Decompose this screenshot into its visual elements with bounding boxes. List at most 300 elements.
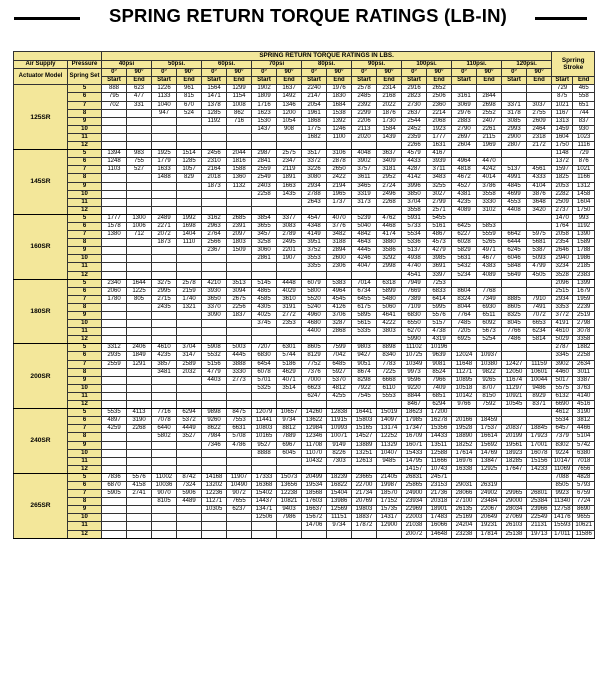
torque-value-cell: 2724	[377, 182, 402, 190]
torque-value-cell: 9220	[402, 384, 427, 392]
torque-value-cell: 2268	[127, 425, 152, 433]
torque-value-cell: 4113	[127, 409, 152, 417]
table-row	[14, 295, 595, 303]
title-rule-right	[535, 17, 587, 20]
torque-value-cell: 1471	[202, 93, 227, 101]
torque-value-cell: 1730	[377, 117, 402, 125]
torque-value-cell: 9260	[202, 417, 227, 425]
header	[0, 0, 600, 38]
torque-value-cell: 12024	[452, 352, 477, 360]
torque-value-cell: 3083	[277, 222, 302, 230]
stroke-value-cell: 1458	[573, 190, 595, 198]
table-row	[14, 417, 595, 425]
torque-value-cell	[102, 441, 127, 449]
torque-value-cell	[527, 352, 552, 360]
torque-value-cell: 8604	[452, 287, 477, 295]
torque-value-cell	[227, 125, 252, 133]
torque-value-cell: 1225	[127, 287, 152, 295]
spring-set-cell: 9	[68, 506, 102, 514]
torque-value-cell: 23934	[402, 498, 427, 506]
torque-value-cell: 8898	[377, 344, 402, 352]
spring-set-cell: 7	[68, 101, 102, 109]
torque-value-cell: 1404	[177, 231, 202, 239]
torque-value-cell: 10601	[527, 368, 552, 376]
torque-value-cell: 10196	[427, 344, 452, 352]
torque-value-cell: 8844	[402, 392, 427, 400]
torque-value-cell: 13251	[352, 449, 377, 457]
degree-0-label: 0°	[452, 69, 477, 77]
torque-value-cell: 9149	[327, 441, 352, 449]
actuator-model-cell: 200SR	[14, 344, 68, 409]
spring-set-cell: 6	[68, 417, 102, 425]
end-label: End	[127, 77, 152, 85]
torque-value-cell: 1682	[302, 133, 327, 141]
pressure-label: 90psi.	[352, 61, 402, 69]
spring-stroke-header: Sprring Stroke	[552, 52, 595, 77]
torque-value-cell	[202, 328, 227, 336]
torque-value-cell: 7349	[477, 295, 502, 303]
torque-value-cell: 1132	[227, 182, 252, 190]
stroke-value-cell: 1750	[573, 206, 595, 214]
torque-value-cell: 15735	[377, 506, 402, 514]
torque-value-cell	[177, 392, 202, 400]
torque-value-cell: 4799	[527, 263, 552, 271]
torque-value-cell	[227, 255, 252, 263]
torque-value-cell: 1538	[327, 109, 352, 117]
table-row	[14, 303, 595, 311]
torque-value-cell	[377, 271, 402, 279]
stroke-value-cell: 1470	[552, 214, 573, 222]
torque-value-cell	[177, 514, 202, 522]
torque-value-cell: 13471	[252, 506, 277, 514]
torque-value-cell: 3090	[202, 312, 227, 320]
spring-set-header: Spring Set	[68, 69, 102, 85]
torque-value-cell	[377, 336, 402, 344]
torque-value-cell: 2552	[477, 109, 502, 117]
torque-value-cell: 18252	[452, 441, 477, 449]
end-label: End	[277, 77, 302, 85]
torque-value-cell	[277, 392, 302, 400]
torque-value-cell: 7764	[452, 312, 477, 320]
torque-value-cell: 7553	[227, 417, 252, 425]
torque-value-cell: 6734	[352, 287, 377, 295]
torque-value-cell: 961	[177, 85, 202, 93]
torque-value-cell: 5532	[202, 352, 227, 360]
torque-value-cell: 13656	[277, 481, 302, 489]
torque-value-cell	[252, 457, 277, 465]
torque-value-cell	[527, 158, 552, 166]
torque-value-cell	[102, 376, 127, 384]
torque-value-cell: 9596	[402, 376, 427, 384]
spring-set-cell: 9	[68, 441, 102, 449]
torque-value-cell: 11441	[252, 417, 277, 425]
torque-value-cell: 6294	[177, 409, 202, 417]
torque-value-cell: 1961	[302, 109, 327, 117]
torque-value-cell: 3985	[427, 255, 452, 263]
torque-value-cell: 25384	[527, 498, 552, 506]
torque-value-cell: 6414	[427, 295, 452, 303]
torque-value-cell: 5975	[527, 231, 552, 239]
stroke-value-cell: 1604	[573, 198, 595, 206]
torque-value-cell: 5673	[477, 328, 502, 336]
torque-value-cell: 2868	[327, 328, 352, 336]
torque-value-cell: 2261	[477, 125, 502, 133]
torque-value-cell: 16976	[452, 457, 477, 465]
torque-value-cell: 2506	[427, 93, 452, 101]
torque-value-cell: 18837	[352, 514, 377, 522]
torque-value-cell	[352, 530, 377, 538]
torque-value-cell: 3312	[102, 344, 127, 352]
torque-value-cell: 4400	[302, 328, 327, 336]
torque-value-cell: 14157	[402, 465, 427, 473]
torque-value-cell: 4433	[402, 158, 427, 166]
stroke-value-cell: 9655	[573, 514, 595, 522]
spring-set-cell: 12	[68, 271, 102, 279]
table-row	[14, 352, 595, 360]
torque-value-cell: 2496	[377, 190, 402, 198]
torque-value-cell	[277, 206, 302, 214]
table-row	[14, 150, 595, 158]
torque-value-cell: 2772	[277, 312, 302, 320]
stroke-value-cell: 1597	[552, 166, 573, 174]
torque-value-cell: 1588	[227, 166, 252, 174]
table-row	[14, 206, 595, 214]
torque-value-cell	[127, 303, 152, 311]
torque-value-cell: 1969	[477, 142, 502, 150]
torque-value-cell	[177, 263, 202, 271]
torque-value-cell	[152, 142, 177, 150]
torque-value-cell	[127, 530, 152, 538]
torque-value-cell: 4142	[402, 174, 427, 182]
torque-value-cell: 9486	[527, 384, 552, 392]
torque-value-cell: 9070	[152, 490, 177, 498]
torque-value-cell: 8605	[502, 303, 527, 311]
torque-value-cell: 8888	[252, 449, 277, 457]
torque-value-cell: 24571	[427, 473, 452, 481]
spring-set-cell: 10	[68, 125, 102, 133]
torque-value-cell: 6485	[327, 360, 352, 368]
torque-value-cell: 11648	[452, 360, 477, 368]
table-row	[14, 166, 595, 174]
torque-value-cell: 15165	[352, 425, 377, 433]
actuator-model-header: Actuator Model	[14, 69, 68, 85]
torque-value-cell: 12346	[302, 433, 327, 441]
torque-value-cell	[377, 206, 402, 214]
torque-value-cell	[127, 239, 152, 247]
torque-value-cell: 5370	[327, 376, 352, 384]
torque-value-cell	[177, 198, 202, 206]
torque-value-cell: 2823	[402, 93, 427, 101]
torque-value-cell	[502, 417, 527, 425]
stroke-value-cell: 6380	[573, 449, 595, 457]
torque-value-cell: 3027	[427, 190, 452, 198]
torque-value-cell: 4333	[527, 174, 552, 182]
stroke-value-cell: 12758	[552, 506, 573, 514]
table-row	[14, 473, 595, 481]
spring-set-cell: 10	[68, 190, 102, 198]
torque-value-cell	[452, 85, 477, 93]
torque-value-cell: 4677	[477, 255, 502, 263]
torque-value-cell: 3611	[352, 174, 377, 182]
stroke-value-cell: 993	[573, 214, 595, 222]
torque-value-cell	[302, 336, 327, 344]
torque-value-cell: 4470	[477, 158, 502, 166]
torque-value-cell	[127, 174, 152, 182]
torque-value-cell	[302, 206, 327, 214]
torque-value-cell: 5814	[527, 336, 552, 344]
torque-value-cell: 15073	[277, 473, 302, 481]
torque-value-cell: 8044	[452, 303, 477, 311]
torque-value-cell	[252, 465, 277, 473]
torque-value-cell	[502, 214, 527, 222]
torque-value-cell	[477, 214, 502, 222]
spring-set-cell: 10	[68, 384, 102, 392]
torque-value-cell	[202, 449, 227, 457]
torque-value-cell: 2995	[152, 287, 177, 295]
torque-value-cell: 3691	[427, 263, 452, 271]
torque-value-cell: 20499	[302, 473, 327, 481]
degree-0-label: 0°	[302, 69, 327, 77]
table-row	[14, 506, 595, 514]
stroke-value-cell: 4140	[573, 392, 595, 400]
spring-set-cell: 12	[68, 401, 102, 409]
spring-set-cell: 11	[68, 263, 102, 271]
torque-value-cell	[377, 530, 402, 538]
torque-value-cell: 16078	[527, 449, 552, 457]
torque-value-cell	[102, 401, 127, 409]
stroke-value-cell: 2634	[573, 360, 595, 368]
degree-90-label: 90°	[477, 69, 502, 77]
torque-value-cell: 4762	[377, 214, 402, 222]
torque-value-cell: 9485	[377, 457, 402, 465]
torque-value-cell: 3514	[277, 384, 302, 392]
stroke-value-cell: 11586	[573, 530, 595, 538]
torque-value-cell: 11329	[377, 441, 402, 449]
table-row	[14, 392, 595, 400]
torque-value-cell: 5906	[177, 490, 202, 498]
torque-value-cell: 4541	[402, 271, 427, 279]
torque-value-cell	[127, 449, 152, 457]
torque-value-cell: 9803	[352, 344, 377, 352]
stroke-value-cell: 8505	[552, 481, 573, 489]
torque-value-cell	[227, 328, 252, 336]
torque-value-cell: 5905	[102, 490, 127, 498]
torque-value-cell: 6642	[502, 231, 527, 239]
pressure-row	[14, 61, 595, 69]
torque-value-cell: 8812	[277, 425, 302, 433]
table-title: SPRING RETURN TORQUE RATINGS IN LBS.	[102, 52, 552, 61]
torque-value-cell	[202, 255, 227, 263]
torque-value-cell	[227, 384, 252, 392]
pressure-label: 80psi.	[302, 61, 352, 69]
torque-value-cell: 4779	[202, 368, 227, 376]
end-label: End	[573, 77, 595, 85]
torque-value-cell: 2097	[227, 231, 252, 239]
page-title: SPRING RETURN TORQUE RATINGS (LB-IN)	[108, 5, 508, 26]
torque-value-cell: 9427	[352, 352, 377, 360]
torque-value-cell: 14433	[427, 433, 452, 441]
torque-value-cell	[502, 481, 527, 489]
torque-value-cell: 2637	[402, 109, 427, 117]
torque-value-cell: 1992	[177, 214, 202, 222]
torque-value-cell	[177, 133, 202, 141]
torque-value-cell: 8226	[327, 449, 352, 457]
stroke-value-cell: 2940	[552, 255, 573, 263]
degree-90-label: 90°	[377, 69, 402, 77]
torque-value-cell: 8622	[202, 425, 227, 433]
torque-value-cell	[202, 190, 227, 198]
torque-value-cell	[227, 271, 252, 279]
torque-value-cell: 4672	[452, 174, 477, 182]
torque-value-cell: 2861	[252, 255, 277, 263]
torque-table	[13, 51, 595, 539]
torque-value-cell: 4259	[102, 425, 127, 433]
torque-value-cell: 477	[127, 93, 152, 101]
torque-value-cell	[327, 206, 352, 214]
torque-value-cell	[177, 320, 202, 328]
start-label: Start	[302, 77, 327, 85]
spring-set-cell: 12	[68, 530, 102, 538]
torque-value-cell: 1246	[327, 125, 352, 133]
torque-value-cell	[177, 206, 202, 214]
torque-value-cell: 25169	[452, 514, 477, 522]
spring-set-cell: 9	[68, 312, 102, 320]
torque-value-cell: 2788	[302, 190, 327, 198]
torque-value-cell: 2194	[327, 182, 352, 190]
torque-value-cell: 10743	[427, 465, 452, 473]
torque-value-cell: 8475	[227, 409, 252, 417]
torque-value-cell: 3880	[377, 239, 402, 247]
torque-value-cell	[152, 198, 177, 206]
torque-value-cell	[502, 344, 527, 352]
torque-value-cell: 1809	[252, 93, 277, 101]
torque-value-cell	[102, 433, 127, 441]
torque-value-cell	[202, 336, 227, 344]
torque-value-cell: 19561	[502, 441, 527, 449]
torque-value-cell: 6028	[452, 239, 477, 247]
torque-value-cell: 5649	[502, 271, 527, 279]
torque-value-cell: 7545	[352, 392, 377, 400]
torque-value-cell: 2266	[402, 142, 427, 150]
torque-value-cell: 7253	[427, 279, 452, 287]
spring-set-cell: 5	[68, 214, 102, 222]
pressure-label: 70psi	[252, 61, 302, 69]
torque-value-cell: 10545	[502, 401, 527, 409]
torque-value-cell: 7716	[152, 409, 177, 417]
torque-value-cell: 1248	[102, 158, 127, 166]
stroke-value-cell: 1679	[573, 287, 595, 295]
torque-value-cell	[102, 336, 127, 344]
spring-set-cell: 10	[68, 255, 102, 263]
torque-value-cell: 3457	[252, 231, 277, 239]
torque-value-cell: 3854	[252, 214, 277, 222]
torque-value-cell	[477, 473, 502, 481]
torque-value-cell: 10803	[252, 425, 277, 433]
stroke-value-cell: 8302	[552, 441, 573, 449]
degree-0-label: 0°	[352, 69, 377, 77]
end-label: End	[427, 77, 452, 85]
torque-value-cell	[177, 117, 202, 125]
torque-value-cell: 13622	[302, 417, 327, 425]
stroke-value-cell: 4828	[573, 473, 595, 481]
table-row	[14, 255, 595, 263]
torque-value-cell: 18845	[527, 425, 552, 433]
degree-90-label: 90°	[527, 69, 552, 77]
torque-value-cell	[502, 85, 527, 93]
torque-value-cell: 19231	[477, 522, 502, 530]
torque-value-cell: 5137	[402, 247, 427, 255]
torque-value-cell: 7986	[277, 514, 302, 522]
torque-value-cell: 2353	[277, 320, 302, 328]
torque-value-cell: 1976	[327, 85, 352, 93]
torque-value-cell: 20837	[502, 425, 527, 433]
torque-value-cell	[377, 401, 402, 409]
torque-value-cell	[177, 449, 202, 457]
torque-value-cell	[127, 190, 152, 198]
stroke-value-cell: 4191	[552, 320, 573, 328]
torque-value-cell: 12569	[327, 506, 352, 514]
torque-value-cell: 12252	[377, 433, 402, 441]
torque-value-cell	[102, 198, 127, 206]
stroke-value-cell: 6690	[552, 401, 573, 409]
torque-value-cell: 6079	[302, 279, 327, 287]
torque-value-cell: 2306	[327, 263, 352, 271]
torque-value-cell	[127, 465, 152, 473]
torque-value-cell	[152, 392, 177, 400]
torque-value-cell: 2360	[427, 101, 452, 109]
torque-value-cell: 3876	[527, 190, 552, 198]
torque-value-cell: 10657	[277, 409, 302, 417]
torque-value-cell	[277, 198, 302, 206]
torque-value-cell	[452, 214, 477, 222]
stroke-value-cell: 5793	[573, 481, 595, 489]
torque-value-cell	[227, 336, 252, 344]
torque-value-cell: 3558	[477, 190, 502, 198]
torque-value-cell: 18923	[502, 449, 527, 457]
torque-value-cell: 6668	[377, 376, 402, 384]
spring-set-cell: 11	[68, 457, 102, 465]
stroke-value-cell: 876	[573, 158, 595, 166]
torque-value-cell: 4865	[252, 287, 277, 295]
torque-value-cell	[252, 198, 277, 206]
torque-value-cell: 5239	[352, 214, 377, 222]
torque-value-cell: 29031	[452, 481, 477, 489]
table-row	[14, 441, 595, 449]
torque-value-cell: 4174	[377, 231, 402, 239]
torque-value-cell: 26831	[402, 473, 427, 481]
torque-value-cell: 2755	[527, 109, 552, 117]
torque-value-cell: 1040	[152, 101, 177, 109]
torque-value-cell: 2022	[377, 101, 402, 109]
torque-value-cell: 4561	[527, 166, 552, 174]
torque-value-cell	[152, 190, 177, 198]
stroke-value-cell: 6132	[552, 392, 573, 400]
pressure-header: Pressure	[68, 61, 102, 69]
table-row	[14, 312, 595, 320]
torque-value-cell: 3704	[402, 198, 427, 206]
torque-value-cell	[127, 182, 152, 190]
torque-value-cell	[127, 142, 152, 150]
torque-value-cell: 6045	[277, 449, 302, 457]
torque-value-cell: 2359	[402, 133, 427, 141]
torque-value-cell: 10895	[452, 376, 477, 384]
torque-value-cell: 20199	[502, 433, 527, 441]
torque-value-cell: 9527	[252, 441, 277, 449]
torque-value-cell: 4246	[352, 255, 377, 263]
torque-value-cell: 1564	[202, 85, 227, 93]
torque-value-cell: 2147	[302, 93, 327, 101]
torque-value-cell: 5520	[302, 295, 327, 303]
